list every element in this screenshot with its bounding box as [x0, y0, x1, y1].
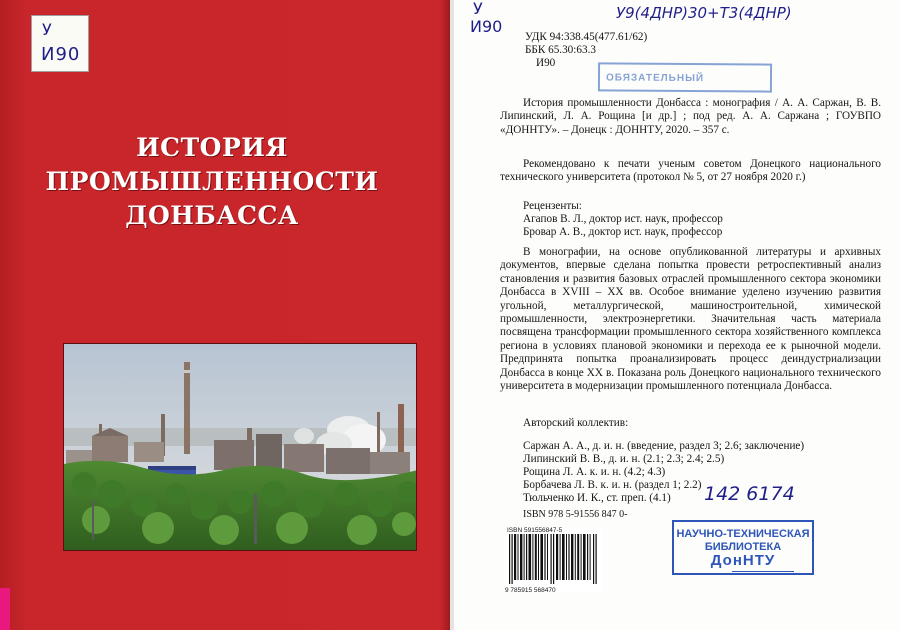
barcode-bars: [505, 534, 603, 584]
library-stamp-line-3: ДонНТУ: [710, 552, 776, 569]
page-gutter: [450, 0, 454, 630]
cover-title-line-2: ПРОМЫШЛЕННОСТИ: [45, 167, 379, 196]
reviewers-heading: Рецензенты:: [523, 200, 582, 212]
handwritten-classification: У9(4ДНР)30+Т3(4ДНР): [616, 4, 792, 22]
handwritten-inventory-number: 142 6174: [704, 483, 795, 505]
bibliographic-record: История промышленности Донбасса : монография / А. А. Саржан, В. В. Липинский, Л. А. Рощина [и др.] ; под ред. А. А. Саржана ; ГОУВПО «ДОННТУ». – Донецк : ДОННТУ, 2020. – 357 с.: [500, 97, 881, 136]
author-mark: И90: [536, 57, 556, 69]
pink-edge-tab: [0, 588, 10, 630]
library-call-number-sticker: [31, 15, 89, 72]
reviewer-2: Бровар А. В., доктор ист. наук, профессор: [523, 226, 723, 238]
barcode-top-text: ISBN 591556847-5: [507, 527, 563, 534]
bbk-code: ББК 65.30:63.3: [525, 44, 596, 56]
library-stamp: [672, 520, 814, 575]
library-stamp-line-1: НАУЧНО-ТЕХНИЧЕСКАЯ: [676, 528, 810, 540]
isbn-barcode: [505, 527, 603, 593]
barcode-bottom-text: 9 785915 568470: [505, 587, 556, 594]
reviewer-1: Агапов В. Л., доктор ист. наук, профессор: [523, 213, 723, 225]
annotation-paragraph: В монографии, на основе опубликованной литературы и архивных документов, впервые сделана попытка провести ретроспективный анализ становления и развития базовых отраслей промышленного сектора экономики Донбасса в XVIII – XX вв. Особое внимание уделено изучению развития угольной, металлургической, машиностроительной, химической промышленности, электроэнергетики. Значительная часть материала посвящена трансформации промышленного сектора хозяйственного комплекса региона в условиях плановой экономики и перехода ее к рыночной модели. Предпринята попытка проанализировать процесс деиндустриализации Донбасса в конце XX в. Показана роль Донецкого национального технического университета в модернизации промышленного потенциала Донбасса.: [500, 246, 881, 393]
author-line-4: Борбачева Л. В. к. и. н. (раздел 1; 2.2): [523, 479, 702, 491]
cover-title-line-1: ИСТОРИЯ: [136, 133, 288, 162]
book-verso-page: [450, 0, 900, 630]
handwritten-call-code: И90: [470, 17, 503, 36]
author-line-5: Тюльченко И. К., ст. преп. (4.1): [523, 492, 671, 504]
publication-recommendation: Рекомендовано к печати ученым советом Донецкого национального технического университета (протокол № 5, от 27 ноября 2020 г.): [500, 158, 881, 184]
isbn-line: ISBN 978 5-91556 847 0-: [523, 509, 628, 520]
obligatory-copy-stamp: ОБЯЗАТЕЛЬНЫЙ: [598, 62, 772, 92]
handwritten-u: У: [473, 0, 483, 18]
author-line-3: Рощина Л. А. к. и. н. (4.2; 4.3): [523, 466, 666, 478]
cover-title-line-3: ДОНБАССА: [125, 201, 299, 230]
library-stamp-line-2: БИБЛИОТЕКА: [704, 541, 782, 553]
author-line-1: Саржан А. А., д. и. н. (введение, раздел 3; 2.6; заключение): [523, 440, 805, 452]
sticker-line-2: И90: [41, 44, 81, 65]
author-line-2: Липинский В. В., д. и. н. (2.1; 2.3; 2.4; 2.5): [523, 453, 725, 465]
udk-code: УДК 94:338.45(477.61/62): [525, 31, 648, 43]
library-stamp-underline: [732, 571, 794, 572]
sticker-line-1: У: [42, 20, 52, 39]
industrial-landscape-photo: [63, 343, 417, 551]
authors-heading: Авторский коллектив:: [523, 417, 629, 429]
